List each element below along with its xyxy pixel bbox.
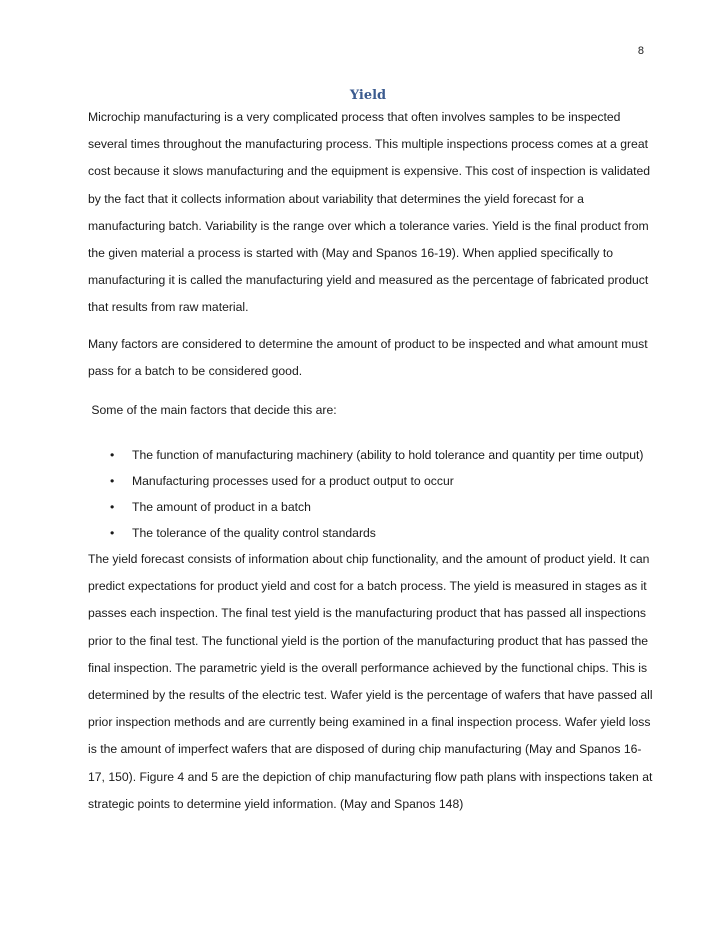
paragraph-main-factors xyxy=(88,397,648,424)
text-line: determined by the results of the electric test. Wafer yield is the percentage of wafers that have passed all xyxy=(88,688,653,703)
text-line: prior inspection methods and are currently being examined in a final inspection process. Wafer yield loss xyxy=(88,715,651,730)
bullet-icon: • xyxy=(110,526,115,540)
text-line: final inspection. The parametric yield is the overall performance achieved by the functional chips. This is xyxy=(88,660,648,675)
paragraph-factors xyxy=(88,331,648,385)
text-line: cost because it slows manufacturing and the equipment is expensive. This cost of inspection is validated xyxy=(88,164,651,179)
bullet-icon: • xyxy=(110,500,115,514)
paragraph-yield-forecast xyxy=(88,546,653,818)
page-number: 8 xyxy=(637,45,644,57)
factor-list xyxy=(108,442,643,546)
list-item-text: The tolerance of the quality control standards xyxy=(132,526,376,540)
text-line: passes each inspection. The final test yield is the manufacturing product that has passed all inspections xyxy=(88,606,647,621)
list-item-text: The amount of product in a batch xyxy=(132,500,311,514)
bullet-icon: • xyxy=(110,448,115,462)
text-line: Many factors are considered to determine the amount of product to be inspected and what amount must xyxy=(88,337,648,351)
text-line: prior to the final test. The functional yield is the portion of the manufacturing product that has passed the xyxy=(88,633,649,648)
text-line: manufacturing batch. Variability is the range over which a tolerance varies. Yield is the final product from xyxy=(88,218,649,233)
text-line: 17, 150). Figure 4 and 5 are the depiction of chip manufacturing flow path plans with inspections taken at xyxy=(88,769,653,784)
list-item-text: The function of manufacturing machinery (ability to hold tolerance and quantity per time output) xyxy=(132,448,644,462)
text-line: strategic points to determine yield information. (May and Spanos 148) xyxy=(88,796,464,811)
list-item xyxy=(108,442,643,468)
text-line: by the fact that it collects information about variability that determines the yield forecast for a xyxy=(88,191,584,206)
text-line: several times throughout the manufacturing process. This multiple inspections process comes at a great xyxy=(88,137,648,152)
text-line: Some of the main factors that decide this are: xyxy=(88,403,337,417)
text-line: is the amount of imperfect wafers that are disposed of during chip manufacturing (May and Spanos 16- xyxy=(88,742,642,757)
text-line: that results from raw material. xyxy=(88,300,249,315)
text-line: Microchip manufacturing is a very complicated process that often involves samples to be inspected xyxy=(88,110,621,124)
bullet-icon: • xyxy=(110,474,115,488)
list-item xyxy=(108,468,643,494)
section-heading: Yield xyxy=(349,88,387,103)
list-item xyxy=(108,494,643,520)
paragraph-intro xyxy=(88,104,651,322)
list-item xyxy=(108,520,643,546)
text-line: the given material a process is started with (May and Spanos 16-19). When applied specifically to xyxy=(88,246,614,261)
text-line: pass for a batch to be considered good. xyxy=(88,364,303,379)
text-line: predict expectations for product yield and cost for a batch process. The yield is measured in stages as it xyxy=(88,579,647,594)
text-line: manufacturing it is called the manufacturing yield and measured as the percentage of fabricated product xyxy=(88,273,649,288)
text-line: The yield forecast consists of information about chip functionality, and the amount of product yield. It can xyxy=(88,552,650,566)
list-item-text: Manufacturing processes used for a product output to occur xyxy=(132,474,454,488)
